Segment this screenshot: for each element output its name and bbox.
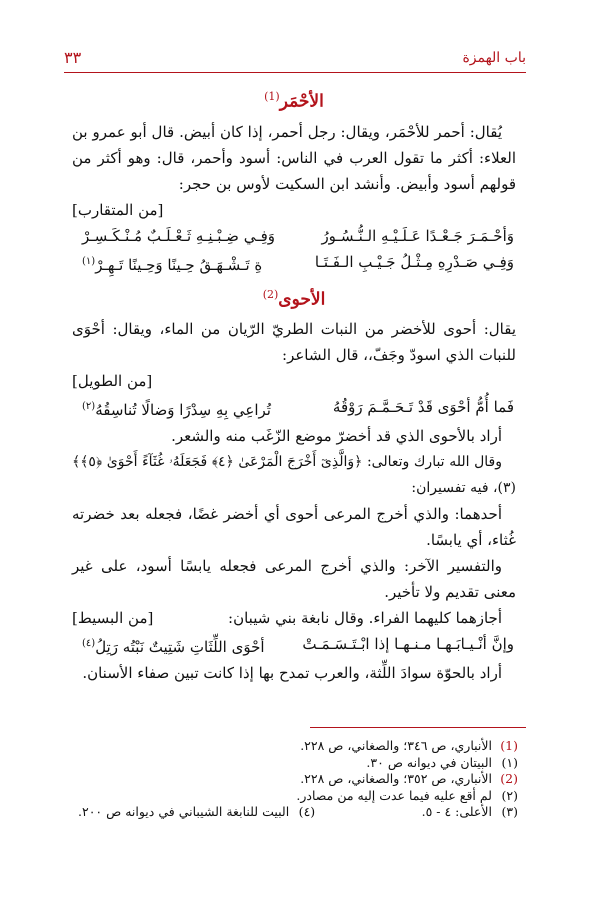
- verse-line: [72, 223, 516, 249]
- running-header: [64, 46, 526, 74]
- footnote-mark: (١): [501, 754, 518, 770]
- heading-footnote-mark: (2): [262, 287, 279, 301]
- heading-footnote-mark: (1): [264, 90, 280, 103]
- footnote-text: البيت للنابغة الشيباني في ديوانه ص ٢٠٠.: [78, 804, 290, 819]
- footnote-mark: (2): [500, 771, 518, 786]
- verse-line: [72, 249, 516, 278]
- footnote: [70, 755, 518, 772]
- footnote-mark: (٤): [298, 804, 316, 819]
- footnote-text: لم أقع عليه فيما عدت إليه من مصادر.: [296, 787, 492, 803]
- verse-second-hemistich: وَفِـي ضِـبْـنِـهِ ثَـعْـلَـبٌ مُـنْـكَـسِـرْ: [82, 226, 276, 245]
- footnote-text: الأنباري، ص ٣٥٢؛ والصغاني، ص ٢٢٨.: [300, 771, 492, 786]
- verse-footnote-mark: (٢): [82, 401, 96, 413]
- paragraph: أراد بالحوّة سوادَ اللِّثة، والعرب تمدح بها إذا كانت تبين صفاء الأسنان.: [82, 664, 502, 683]
- verse-first-hemistich: وَأحْـمَـرَ جَـعْـدًا عَـلَـيْـهِ الـنُّـسُـورُ: [321, 226, 514, 245]
- entry-heading-text: الأحْمَر: [279, 91, 324, 112]
- verse-second-hemistich: ةِ تَـشْـهَـقُ حِـينًا وَحِـينًا تَـهِـرْ: [95, 255, 263, 274]
- footnote-rule: [310, 727, 526, 728]
- verse-second-hemistich: تُراعِي بِهِ سِدْرًا وَضالًا تُناسِقُهُ: [95, 401, 271, 420]
- page-number: ٣٣: [64, 48, 82, 67]
- paragraph: أحدهما: والذي أخرج المرعى أحوى أي أخضر غضًا، فجعله بعد خضرته غُثاء، أي يابسًا.: [72, 505, 516, 550]
- footnotes: [70, 738, 518, 821]
- footnote: [422, 804, 518, 821]
- page-body: [72, 80, 516, 686]
- quran-quote-paragraph: وقال الله تبارك وتعالى: ﴿وَالَّذِىٓ أَخْرَجَ الْمَرْعَىٰ ﴿٤﴾ فَجَعَلَهُۥ غُثَآءً أَحْوَىٰ ﴿٥﴾﴾(٣)، فيه تفسيران:: [72, 454, 516, 497]
- footnote: [78, 804, 315, 821]
- verse-line: [72, 631, 516, 660]
- meter-label: [من المتقارب]: [72, 200, 164, 219]
- footnote: [70, 788, 518, 805]
- footnote-mark: (٢): [501, 787, 518, 803]
- footnote-text: الأنباري، ص ٣٤٦؛ والصغاني، ص ٢٢٨.: [300, 738, 492, 753]
- verse-second-hemistich: أحْوَى اللِّثَاتِ شَتِيتٌ نَبْتُه رَتِلُ: [95, 638, 265, 657]
- header-rule: [64, 72, 526, 73]
- footnote-mark: (1): [500, 738, 518, 753]
- chapter-title: باب الهمزة: [462, 50, 526, 66]
- footnote-mark: (٣): [501, 804, 518, 819]
- meter-label: [من الطويل]: [72, 372, 153, 391]
- verse-first-hemistich: وَفِـي صَـدْرِهِ مِـثْـلُ جَـيْـبِ الـفَـتَـا: [314, 252, 514, 271]
- paragraph: والتفسير الآخر: والذي أخرج المرعى فجعله يابسًا أسود، على غير معنى تقديم ولا تأخير.: [72, 557, 516, 602]
- verse-footnote-mark: (١): [82, 255, 96, 267]
- verse-footnote-mark: (٤): [82, 638, 96, 650]
- footnote: [70, 771, 518, 788]
- paragraph: يُقال: أحمر للأحْمَر، ويقال: رجل أحمر، إذا كان أبيض. قال أبو عمرو بن العلاء: أكثر ما تقول العرب في الناس: أسود وأحمر، قال: وهو أكثر من قولهم أسود وأبيض. وأنشد ابن السكيت لأوس بن حجر:: [72, 122, 516, 193]
- paragraph: أراد بالأحوى الذي قد أخضرّ موضع الزّغَب منه والشعر.: [171, 427, 502, 446]
- verse-line: [72, 394, 516, 423]
- entry-heading-ahmar: [72, 84, 516, 115]
- footnote-text: البيتان في ديوانه ص ٣٠.: [366, 754, 492, 770]
- entry-heading-text: الأحوى: [278, 289, 326, 310]
- footnote-text: الأعلى: ٤ - ٥.: [421, 804, 492, 819]
- paragraph: يقال: أحوى للأخضر من النبات الطريّ الرّيان من الماء، ويقال: أحْوَى للنبات الذي اسودّ وجَفّ،، قال الشاعر:: [72, 320, 516, 365]
- paragraph-with-meter: [72, 605, 516, 631]
- verse-first-hemistich: فَما أُمُّ أحْوَى قَدْ تَـحَـمَّـمَ رَوْقُهُ: [332, 398, 514, 417]
- meter-label: [من البسيط]: [72, 609, 154, 628]
- verse-first-hemistich: وإنَّ أنْـيـابَـهـا مـنـهـا إذا ابْـتَـسَـمَـتْ: [302, 635, 514, 654]
- footnote-row: [70, 804, 518, 821]
- paragraph: أجازهما كليهما الفراء. وقال نابغة بني شيبان:: [228, 609, 502, 628]
- entry-heading-ahwa: [72, 282, 516, 313]
- footnote: [70, 738, 518, 755]
